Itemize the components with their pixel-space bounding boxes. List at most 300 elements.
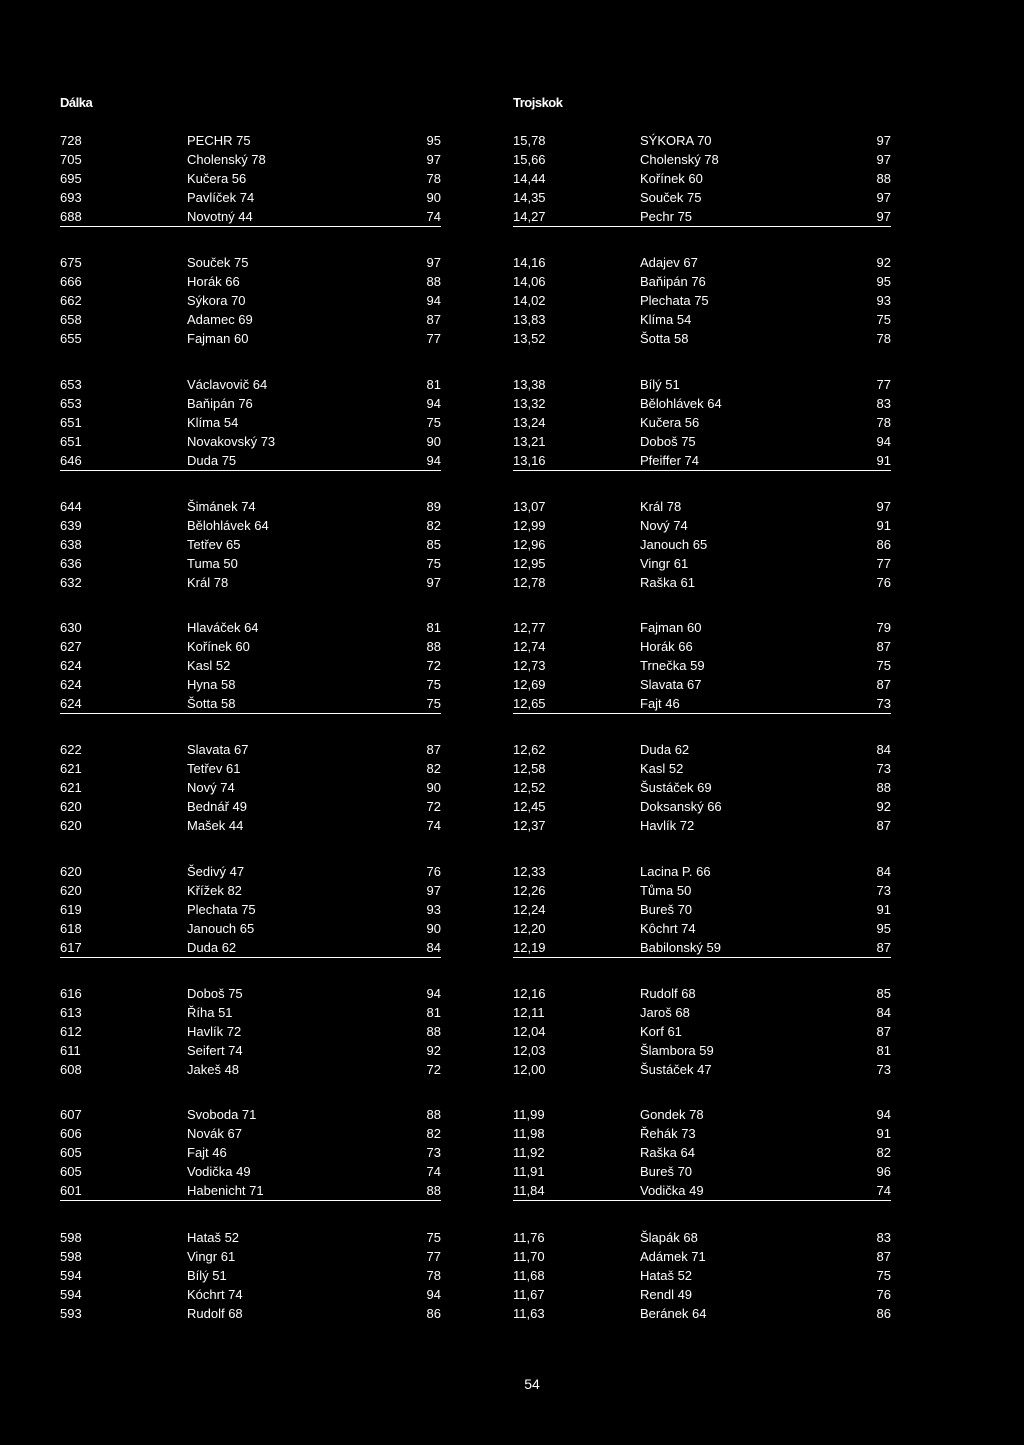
result-group: [60, 131, 441, 227]
year: 97: [426, 152, 441, 167]
year: 94: [876, 1107, 891, 1123]
athlete-name: Kasl 52: [640, 761, 684, 777]
performance: 605: [60, 1145, 82, 1161]
athlete-name: Klíma 54: [187, 414, 239, 430]
result-row: [60, 1228, 441, 1247]
athlete-name: Souček 75: [187, 255, 249, 271]
year: 91: [876, 452, 891, 468]
performance: 598: [60, 1248, 82, 1264]
performance: 11,91: [513, 1164, 545, 1180]
performance: 12,26: [513, 882, 546, 898]
year: 83: [876, 395, 891, 411]
result-row: [60, 169, 441, 188]
athlete-name: Král 78: [187, 574, 229, 590]
result-row: [60, 778, 441, 797]
section-heading: Trojskok: [513, 95, 563, 110]
athlete-name: Klíma 54: [640, 312, 692, 328]
athlete-name: Baňipán 76: [640, 274, 706, 290]
athlete-name: Cholenský 78: [640, 152, 719, 167]
result-row: [513, 188, 891, 207]
performance: 14,27: [513, 209, 546, 224]
result-row: [60, 131, 441, 150]
result-row: [513, 1003, 891, 1022]
performance: 12,45: [513, 799, 546, 815]
athlete-name: Adajev 67: [640, 255, 698, 271]
result-row: [60, 535, 441, 554]
result-row: [60, 1003, 441, 1022]
long-jump-section: [60, 93, 441, 1349]
year: 81: [426, 376, 441, 392]
performance: 12,24: [513, 901, 546, 917]
result-row: [513, 1041, 891, 1060]
athlete-name: Fajt 46: [187, 1145, 227, 1161]
result-row: [513, 694, 891, 714]
result-row: [60, 329, 441, 348]
result-row: [60, 797, 441, 816]
year: 77: [876, 376, 891, 392]
result-group: [60, 984, 441, 1079]
performance: 636: [60, 555, 82, 571]
athlete-name: Tetřev 65: [187, 536, 241, 552]
result-row: [513, 740, 891, 759]
result-row: [60, 919, 441, 938]
performance: 651: [60, 433, 82, 449]
page-number: 54: [524, 1376, 540, 1392]
athlete-name: Vingr 61: [640, 555, 689, 571]
result-row: [513, 310, 891, 329]
athlete-name: Vodička 49: [187, 1164, 251, 1180]
results-list: [60, 131, 441, 1323]
year: 96: [876, 1164, 891, 1180]
performance: 11,98: [513, 1126, 545, 1142]
athlete-name: Kořínek 60: [640, 171, 703, 186]
year: 97: [426, 574, 441, 590]
performance: 12,95: [513, 555, 546, 571]
athlete-name: Jakeš 48: [187, 1062, 240, 1078]
performance: 639: [60, 517, 82, 533]
year: 84: [876, 742, 891, 758]
year: 73: [876, 696, 891, 712]
result-group: [60, 1105, 441, 1201]
performance: 705: [60, 152, 82, 167]
athlete-name: Sýkora 70: [187, 293, 246, 309]
result-row: [60, 637, 441, 656]
performance: 13,38: [513, 376, 546, 392]
athlete-name: Gondek 78: [640, 1107, 704, 1123]
performance: 620: [60, 818, 82, 834]
result-row: [513, 432, 891, 451]
year: 97: [426, 882, 441, 898]
athlete-name: Baňipán 76: [187, 395, 253, 411]
athlete-name: Novakovský 73: [187, 433, 276, 449]
athlete-name: Bílý 51: [187, 1267, 227, 1283]
year: 87: [876, 818, 891, 834]
result-group: [513, 618, 891, 714]
athlete-name: Bílý 51: [640, 376, 680, 392]
result-group: [513, 497, 891, 592]
athlete-name: Řehák 73: [640, 1126, 696, 1142]
year: 72: [426, 1062, 441, 1078]
performance: 11,76: [513, 1229, 545, 1245]
year: 91: [876, 1126, 891, 1142]
year: 92: [876, 799, 891, 815]
result-row: [513, 516, 891, 535]
result-row: [60, 188, 441, 207]
result-row: [60, 1105, 441, 1124]
result-row: [60, 1266, 441, 1285]
year: 81: [426, 1005, 441, 1021]
result-row: [513, 451, 891, 471]
athlete-name: Slavata 67: [640, 677, 702, 693]
result-row: [513, 554, 891, 573]
result-row: [60, 272, 441, 291]
performance: 606: [60, 1126, 82, 1142]
performance: 618: [60, 920, 82, 936]
athlete-name: Pechr 75: [640, 209, 693, 224]
year: 73: [876, 1062, 891, 1078]
athlete-name: Duda 62: [187, 939, 237, 955]
year: 93: [876, 293, 891, 309]
result-row: [513, 900, 891, 919]
year: 94: [426, 986, 441, 1002]
year: 88: [876, 171, 891, 186]
athlete-name: Hataš 52: [187, 1229, 240, 1245]
performance: 624: [60, 677, 82, 693]
year: 82: [876, 1145, 891, 1161]
result-row: [513, 291, 891, 310]
year: 79: [876, 620, 891, 636]
result-row: [60, 207, 441, 227]
athlete-name: PECHR 75: [187, 133, 251, 148]
year: 87: [876, 639, 891, 655]
result-row: [60, 451, 441, 471]
result-row: [513, 329, 891, 348]
performance: 624: [60, 658, 82, 674]
athlete-name: Lacina P. 66: [640, 863, 711, 879]
result-row: [513, 1162, 891, 1181]
year: 87: [876, 1248, 891, 1264]
result-row: [60, 900, 441, 919]
year: 75: [426, 555, 441, 571]
result-row: [513, 1304, 891, 1323]
performance: 11,63: [513, 1305, 545, 1321]
result-row: [513, 656, 891, 675]
performance: 11,68: [513, 1267, 545, 1283]
result-group: [513, 1105, 891, 1201]
year: 97: [876, 133, 891, 148]
performance: 13,24: [513, 414, 546, 430]
result-row: [60, 291, 441, 310]
year: 82: [426, 517, 441, 533]
athlete-name: Habenicht 71: [187, 1183, 264, 1199]
performance: 653: [60, 376, 82, 392]
athlete-name: Šimánek 74: [187, 498, 256, 514]
athlete-name: Doksanský 66: [640, 799, 722, 815]
performance: 619: [60, 901, 82, 917]
result-row: [513, 272, 891, 291]
result-row: [60, 573, 441, 592]
result-group: [60, 740, 441, 835]
result-row: [60, 1162, 441, 1181]
result-group: [513, 1228, 891, 1323]
year: 88: [426, 274, 441, 290]
athlete-name: Kučera 56: [187, 171, 247, 186]
performance: 662: [60, 293, 82, 309]
result-row: [60, 394, 441, 413]
result-row: [60, 1124, 441, 1143]
year: 78: [876, 414, 891, 430]
year: 88: [876, 780, 891, 796]
performance: 594: [60, 1286, 82, 1302]
result-group: [513, 984, 891, 1079]
year: 92: [426, 1043, 441, 1059]
performance: 651: [60, 414, 82, 430]
year: 82: [426, 761, 441, 777]
year: 90: [426, 433, 441, 449]
performance: 627: [60, 639, 82, 655]
athlete-name: Křížek 82: [187, 882, 242, 898]
athlete-name: SÝKORA 70: [640, 133, 712, 148]
year: 86: [426, 1305, 441, 1321]
result-row: [513, 759, 891, 778]
performance: 693: [60, 190, 82, 205]
year: 74: [426, 209, 441, 224]
athlete-name: Horák 66: [640, 639, 693, 655]
athlete-name: Šotta 58: [640, 331, 689, 347]
result-row: [513, 797, 891, 816]
performance: 12,04: [513, 1024, 546, 1040]
year: 94: [426, 395, 441, 411]
athlete-name: Kóchrt 74: [187, 1286, 243, 1302]
results-list: [513, 131, 891, 1323]
performance: 14,44: [513, 171, 546, 186]
result-row: [513, 1060, 891, 1079]
result-row: [513, 1181, 891, 1201]
athlete-name: Kořínek 60: [187, 639, 250, 655]
result-group: [60, 1228, 441, 1323]
performance: 695: [60, 171, 82, 186]
athlete-name: Král 78: [640, 498, 682, 514]
performance: 605: [60, 1164, 82, 1180]
result-row: [60, 432, 441, 451]
result-row: [60, 310, 441, 329]
performance: 14,02: [513, 293, 546, 309]
year: 76: [426, 863, 441, 879]
year: 74: [426, 818, 441, 834]
result-row: [513, 1228, 891, 1247]
year: 94: [426, 293, 441, 309]
performance: 638: [60, 536, 82, 552]
result-row: [513, 938, 891, 958]
year: 77: [876, 555, 891, 571]
athlete-name: Seifert 74: [187, 1043, 243, 1059]
result-row: [513, 375, 891, 394]
performance: 621: [60, 780, 82, 796]
year: 83: [876, 1229, 891, 1245]
performance: 620: [60, 799, 82, 815]
result-group: [513, 253, 891, 348]
result-group: [60, 253, 441, 348]
athlete-name: Havlík 72: [640, 818, 695, 834]
athlete-name: Šedivý 47: [187, 863, 245, 879]
result-row: [60, 759, 441, 778]
athlete-name: Adámek 71: [640, 1248, 706, 1264]
performance: 612: [60, 1024, 82, 1040]
performance: 607: [60, 1107, 82, 1123]
year: 81: [426, 620, 441, 636]
performance: 12,96: [513, 536, 546, 552]
athlete-name: Plechata 75: [640, 293, 709, 309]
result-row: [513, 497, 891, 516]
year: 75: [876, 1267, 891, 1283]
year: 94: [426, 1286, 441, 1302]
performance: 12,16: [513, 986, 546, 1002]
performance: 608: [60, 1062, 82, 1078]
year: 95: [426, 133, 441, 148]
year: 78: [876, 331, 891, 347]
year: 95: [876, 920, 891, 936]
performance: 12,03: [513, 1043, 546, 1059]
performance: 666: [60, 274, 82, 290]
result-row: [513, 1022, 891, 1041]
athlete-name: Rudolf 68: [640, 986, 696, 1002]
year: 97: [876, 152, 891, 167]
result-group: [513, 862, 891, 958]
athlete-name: Havlík 72: [187, 1024, 242, 1040]
year: 86: [876, 536, 891, 552]
athlete-name: Bělohlávek 64: [640, 395, 722, 411]
athlete-name: Duda 75: [187, 452, 237, 468]
athlete-name: Rendl 49: [640, 1286, 693, 1302]
year: 84: [426, 939, 441, 955]
athlete-name: Nový 74: [640, 517, 688, 533]
year: 74: [426, 1164, 441, 1180]
year: 87: [876, 939, 891, 955]
athlete-name: Tuma 50: [187, 555, 238, 571]
athlete-name: Hataš 52: [640, 1267, 693, 1283]
year: 97: [876, 209, 891, 224]
athlete-name: Kôchrt 74: [640, 920, 696, 936]
result-row: [60, 1143, 441, 1162]
athlete-name: Bednář 49: [187, 799, 247, 815]
performance: 12,52: [513, 780, 546, 796]
year: 75: [426, 696, 441, 712]
performance: 11,99: [513, 1107, 545, 1123]
athlete-name: Janouch 65: [187, 920, 255, 936]
athlete-name: Vingr 61: [187, 1248, 236, 1264]
result-row: [60, 1181, 441, 1201]
athlete-name: Slavata 67: [187, 742, 249, 758]
result-group: [60, 497, 441, 592]
performance: 12,77: [513, 620, 546, 636]
athlete-name: Beránek 64: [640, 1305, 707, 1321]
triple-jump-section: [513, 93, 891, 1349]
year: 75: [876, 658, 891, 674]
result-row: [60, 862, 441, 881]
year: 74: [876, 1183, 891, 1199]
performance: 646: [60, 452, 82, 468]
result-row: [60, 253, 441, 272]
performance: 13,16: [513, 452, 546, 468]
result-row: [513, 573, 891, 592]
performance: 12,11: [513, 1005, 545, 1021]
performance: 11,67: [513, 1286, 545, 1302]
year: 73: [426, 1145, 441, 1161]
result-row: [60, 656, 441, 675]
athlete-name: Fajt 46: [640, 696, 680, 712]
performance: 728: [60, 133, 82, 148]
performance: 593: [60, 1305, 82, 1321]
year: 97: [426, 255, 441, 271]
athlete-name: Doboš 75: [187, 986, 243, 1002]
year: 89: [426, 498, 441, 514]
athlete-name: Svoboda 71: [187, 1107, 257, 1123]
result-row: [513, 1285, 891, 1304]
year: 97: [876, 190, 891, 205]
year: 88: [426, 639, 441, 655]
performance: 622: [60, 742, 82, 758]
athlete-name: Říha 51: [187, 1005, 233, 1021]
result-row: [513, 207, 891, 227]
result-row: [60, 618, 441, 637]
performance: 601: [60, 1183, 82, 1199]
performance: 594: [60, 1267, 82, 1283]
athlete-name: Adamec 69: [187, 312, 253, 328]
performance: 611: [60, 1043, 81, 1059]
year: 82: [426, 1126, 441, 1142]
performance: 632: [60, 574, 82, 590]
result-row: [513, 535, 891, 554]
performance: 13,21: [513, 433, 546, 449]
performance: 14,16: [513, 255, 546, 271]
year: 88: [426, 1024, 441, 1040]
result-row: [513, 253, 891, 272]
result-row: [60, 675, 441, 694]
year: 77: [426, 331, 441, 347]
year: 91: [876, 901, 891, 917]
result-row: [513, 675, 891, 694]
result-group: [60, 375, 441, 471]
performance: 12,78: [513, 574, 546, 590]
performance: 12,65: [513, 696, 546, 712]
year: 84: [876, 863, 891, 879]
athlete-name: Novotný 44: [187, 209, 253, 224]
performance: 620: [60, 882, 82, 898]
athlete-name: Jaroš 68: [640, 1005, 690, 1021]
result-group: [513, 740, 891, 835]
performance: 12,37: [513, 818, 546, 834]
year: 76: [876, 574, 891, 590]
year: 73: [876, 882, 891, 898]
result-row: [60, 413, 441, 432]
performance: 617: [60, 939, 82, 955]
year: 78: [426, 171, 441, 186]
athlete-name: Souček 75: [640, 190, 702, 205]
performance: 688: [60, 209, 82, 224]
year: 73: [876, 761, 891, 777]
result-row: [513, 1247, 891, 1266]
result-row: [513, 1124, 891, 1143]
result-row: [60, 740, 441, 759]
athlete-name: Bělohlávek 64: [187, 517, 269, 533]
year: 88: [426, 1107, 441, 1123]
athlete-name: Korf 61: [640, 1024, 682, 1040]
performance: 658: [60, 312, 82, 328]
year: 85: [426, 536, 441, 552]
year: 76: [876, 1286, 891, 1302]
result-row: [513, 862, 891, 881]
performance: 15,78: [513, 133, 546, 148]
